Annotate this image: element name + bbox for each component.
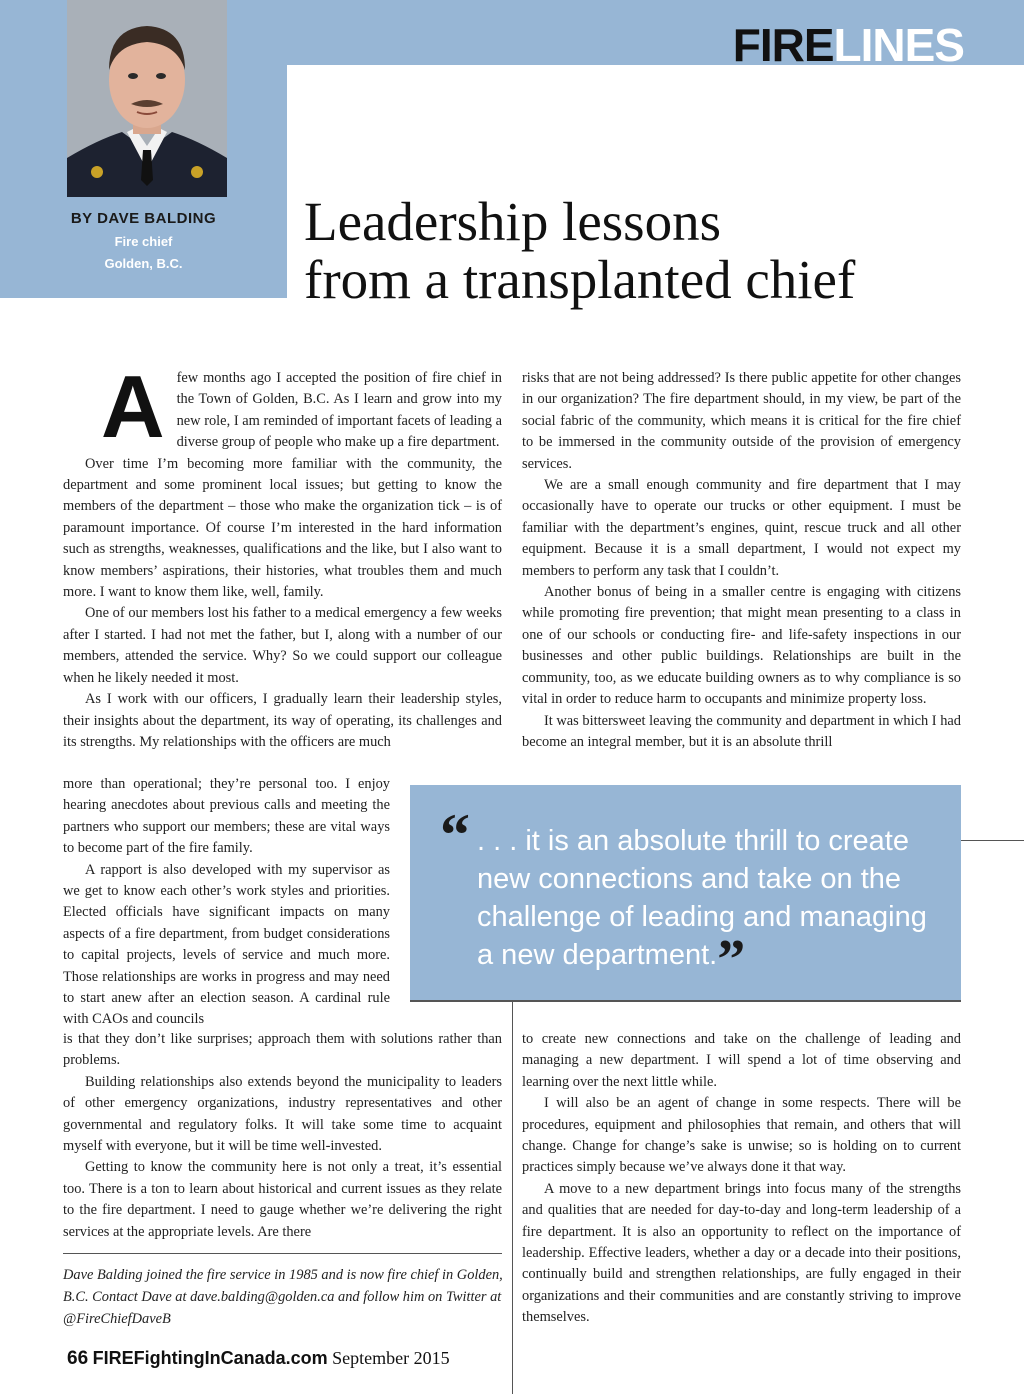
paragraph: Getting to know the community here is not only a treat, it’s essential too. There is a ton to learn about historical and current issues as they relate to the fire department. I need to gauge whether we’re delivering the right services at the appropriate levels. Are there <box>63 1159 502 1240</box>
footer-issue: September 2015 <box>332 1348 450 1368</box>
close-quote-mark: ” <box>717 929 746 991</box>
column-1-bottom <box>63 1029 502 1243</box>
paragraph-continued: risks that are not being addressed? Is there public appetite for other changes in our organization? The fire department should, in my view, be part of the social fabric of the community, which means it is critical for the fire chief to be immersed in the community outside of the provision of emergency services. <box>522 370 961 472</box>
paragraph: A rapport is also developed with my supervisor as we get to know each other’s work styles and priorities. Elected officials have significant impacts on many aspects of a fire department, from budget considerations to capital projects, levels of service and much more. Those relationships are works in progress and may need to start anew after an election season. A cardinal rule with CAOs and councils <box>63 861 390 1028</box>
paragraph: One of our members lost his father to a medical emergency a few weeks after I started. I had not met the father, but I, along with a number of our members, attended the service. Why? So we could support our colleague when he likely needed it most. <box>63 605 502 686</box>
paragraph-1 <box>63 357 502 456</box>
column-1-middle <box>63 774 390 1031</box>
headline-line-2: from a transplanted chief <box>304 249 856 310</box>
column-2-top <box>522 368 961 753</box>
paragraph: Over time I’m becoming more familiar with the community, the department and some prominent local issues; but getting to know the members of the department – those who make the organization tick – is of paramount importance. Of course I’m interested in the hard information such as strengths, weaknesses, qualifications and the like, but I also want to know members’ aspirations, their histories, what troubles them and much more. I want to know them like, well, family. <box>63 455 502 601</box>
footer-website: FIREFightingInCanada.com <box>92 1348 328 1368</box>
paragraph: A move to a new department brings into focus many of the strengths and qualities that are needed for day-to-day and long-term leadership of a fire department. It is also an opportunity to reflect on the importance of leadership. Effective leaders, whether a day or a decade into their positions, continually build and strengthen relationships, are fully engaged in their organizations and their communities and are constantly striving to improve themselves. <box>522 1180 961 1326</box>
paragraph: It was bittersweet leaving the community and department in which I had become an integral member, but it is an absolute thrill <box>522 712 961 750</box>
paragraph-continued: is that they don’t like surprises; approach them with solutions rather than problems. <box>63 1031 502 1069</box>
pull-quote-text-block <box>477 822 937 991</box>
author-bio: Dave Balding joined the fire service in 1985 and is now fire chief in Golden, B.C. Contact Dave at dave.balding@golden.ca and follow him on Twitter at @FireChiefDaveB <box>63 1267 503 1327</box>
section-label-lines: LINES <box>833 19 964 71</box>
section-label-fire: FIRE <box>732 19 834 71</box>
column-divider <box>512 1000 513 1394</box>
paragraph: As I work with our officers, I gradually learn their leadership styles, their insights about the department, its way of operating, its challenges and its strengths. My relationships with the officers are much <box>63 691 502 750</box>
open-quote-mark: “ <box>440 802 470 868</box>
byline-role: Fire chief <box>114 234 173 249</box>
page-number: 66 <box>67 1348 89 1369</box>
pull-quote <box>410 785 961 1002</box>
column-1-top <box>63 357 502 753</box>
paragraph: Building relationships also extends beyond the municipality to leaders of other emergency organizations, industry representatives and other governmental and regulatory folks. It will take some time to acquaint myself with everyone, but it will be time well-invested. <box>63 1073 502 1155</box>
byline-place: Golden, B.C. <box>104 256 183 271</box>
bio-rule <box>63 1253 502 1254</box>
headline-line-1: Leadership lessons <box>304 191 721 252</box>
headline <box>304 193 1004 309</box>
page-footer <box>67 1346 450 1371</box>
column-2-bottom <box>522 1029 961 1329</box>
paragraph-continued: to create new connections and take on the challenge of leading and managing a new department. I will spend a lot of time observing and learning over the next little while. <box>522 1031 961 1090</box>
paragraph: We are a small enough community and fire department that I may occasionally have to operate our trucks or other equipment. I must be familiar with the department’s engines, quint, rescue truck and all other equipment. Because it is a small department, I would not expect my members to perform any task that I couldn’t. <box>522 477 961 579</box>
author-photo <box>67 0 227 197</box>
paragraph: Another bonus of being in a smaller centre is engaging with citizens while promoting fire prevention; that might mean presenting to a class in one of our schools or conducting fire- and life-safety inspections in our businesses and other public buildings. Relationships are built in the community, too, as we educate building owners as to why compliance is so vital in order to reduce harm to occupants and minimize property loss. <box>522 584 961 708</box>
pull-quote-text: . . . it is an absolute thrill to create new connections and take on the challenge of leading and managing a new department. <box>477 825 927 971</box>
paragraph-continued: more than operational; they’re personal too. I enjoy hearing anecdotes about previous calls and meeting the partners who support our members; these are vital ways to become part of the fire family. <box>63 776 390 857</box>
author-portrait-illustration <box>67 0 227 197</box>
byline-name: BY DAVE BALDING <box>70 210 217 227</box>
paragraph: I will also be an agent of change in some respects. There will be procedures, equipment and philosophies that remain, and others that will change. Change for change’s sake is unwise; so is holding on to current practices simply because we’ve always done it that way. <box>522 1095 961 1176</box>
section-label <box>732 19 964 71</box>
pullquote-rule <box>961 840 1024 841</box>
drop-cap: A <box>101 357 165 456</box>
paragraph-1-text: few months ago I accepted the position of fire chief in the Town of Golden, B.C. As I learn and grow into my new role, I am reminded of important facets of leading a diverse group of people who make up a fire department. <box>176 370 502 451</box>
